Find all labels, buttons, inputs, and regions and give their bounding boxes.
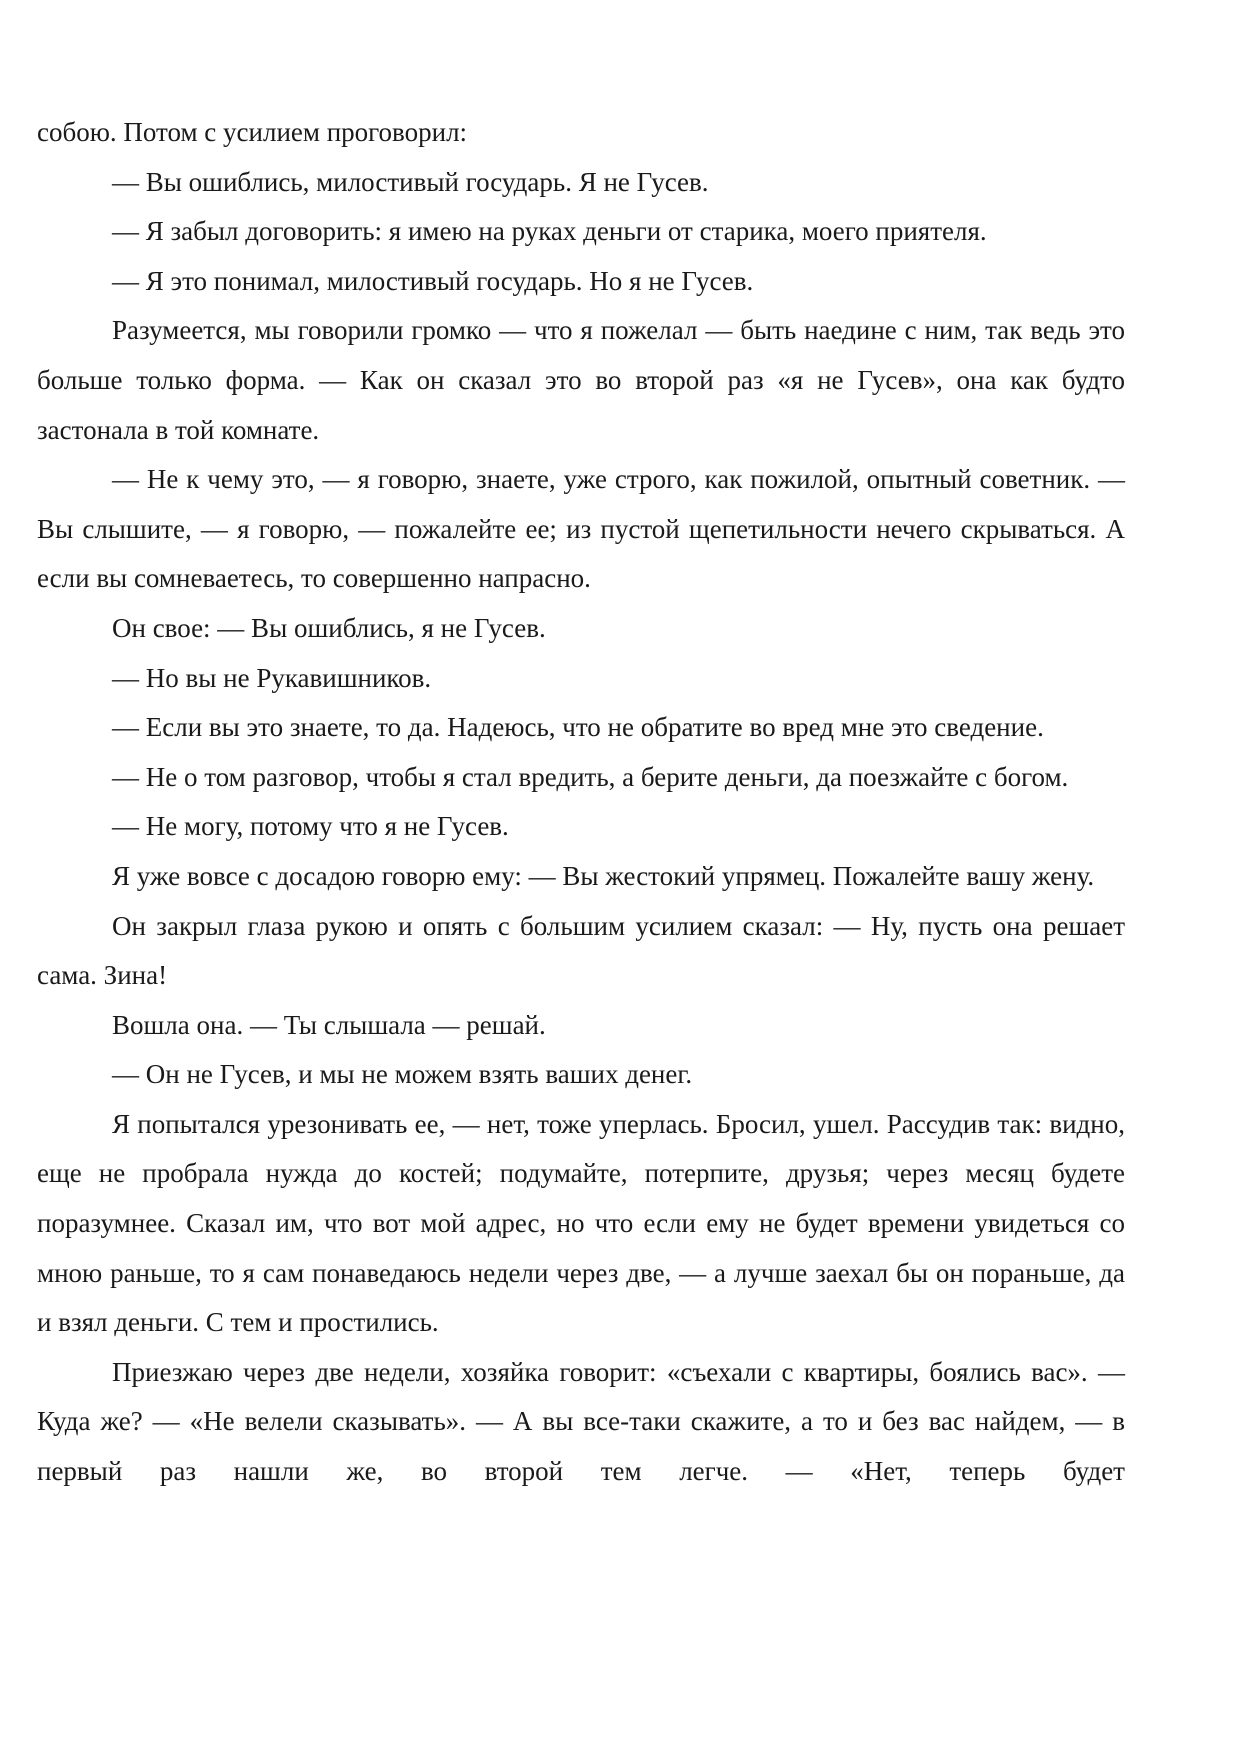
paragraph-2: — Вы ошиблись, милостивый государь. Я не Гусев. <box>112 166 709 197</box>
paragraph-17: Приезжаю через две недели, хозяйка говорит: «съехали с квартиры, боялись вас». — Куда же? — «Не велели сказывать». — А вы все-таки скажите, а то и без вас найдем, — в первый раз нашли же, во второй тем легче. — «Нет, теперь будет <box>37 1356 1125 1487</box>
document-page <box>37 108 1125 1497</box>
paragraph-6: — Не к чему это, — я говорю, знаете, уже строго, как пожилой, опытный советник. — Вы слышите, — я говорю, — пожалейте ее; из пустой щепетильности нечего скрываться. А если вы сомневаетесь, то совершенно напрасно. <box>37 464 1125 594</box>
paragraph-8: — Но вы не Рукавишников. <box>112 662 432 693</box>
paragraph-9: — Если вы это знаете, то да. Надеюсь, что не обратите во вред мне это сведение. <box>112 712 1044 743</box>
paragraph-7: Он свое: — Вы ошиблись, я не Гусев. <box>112 612 546 643</box>
paragraph-5: Разумеется, мы говорили громко — что я пожелал — быть наедине с ним, так ведь это больше только форма. — Как он сказал это во второй раз «я не Гусев», она как будто застонала в той комнате. <box>37 315 1125 445</box>
paragraph-16: Я попытался урезонивать ее, — нет, тоже уперлась. Бросил, ушел. Рассудив так: видно, еще не пробрала нужда до костей; подумайте, потерпите, друзья; через месяц будете поразумнее. Сказал им, что вот мой адрес, но что если ему не будет времени увидеться со мною раньше, то я сам понаведаюсь недели через две, — а лучше заехал бы он пораньше, да и взял деньги. С тем и простились. <box>37 1108 1125 1338</box>
paragraph-13: Он закрыл глаза рукою и опять с большим усилием сказал: — Ну, пусть она решает сама. Зина! <box>37 910 1125 991</box>
paragraph-12: Я уже вовсе с досадою говорю ему: — Вы жестокий упрямец. Пожалейте вашу жену. <box>112 860 1095 891</box>
paragraph-10: — Не о том разговор, чтобы я стал вредить, а берите деньги, да поезжайте с богом. <box>112 761 1069 792</box>
paragraph-15: — Он не Гусев, и мы не можем взять ваших денег. <box>112 1059 693 1090</box>
paragraph-1: собою. Потом с усилием проговорил: <box>37 117 468 147</box>
paragraph-3: — Я забыл договорить: я имею на руках деньги от старика, моего приятеля. <box>112 216 987 247</box>
paragraph-14: Вошла она. — Ты слышала — решай. <box>112 1009 546 1040</box>
paragraph-4: — Я это понимал, милостивый государь. Но я не Гусев. <box>112 265 754 296</box>
paragraph-11: — Не могу, потому что я не Гусев. <box>112 811 509 842</box>
